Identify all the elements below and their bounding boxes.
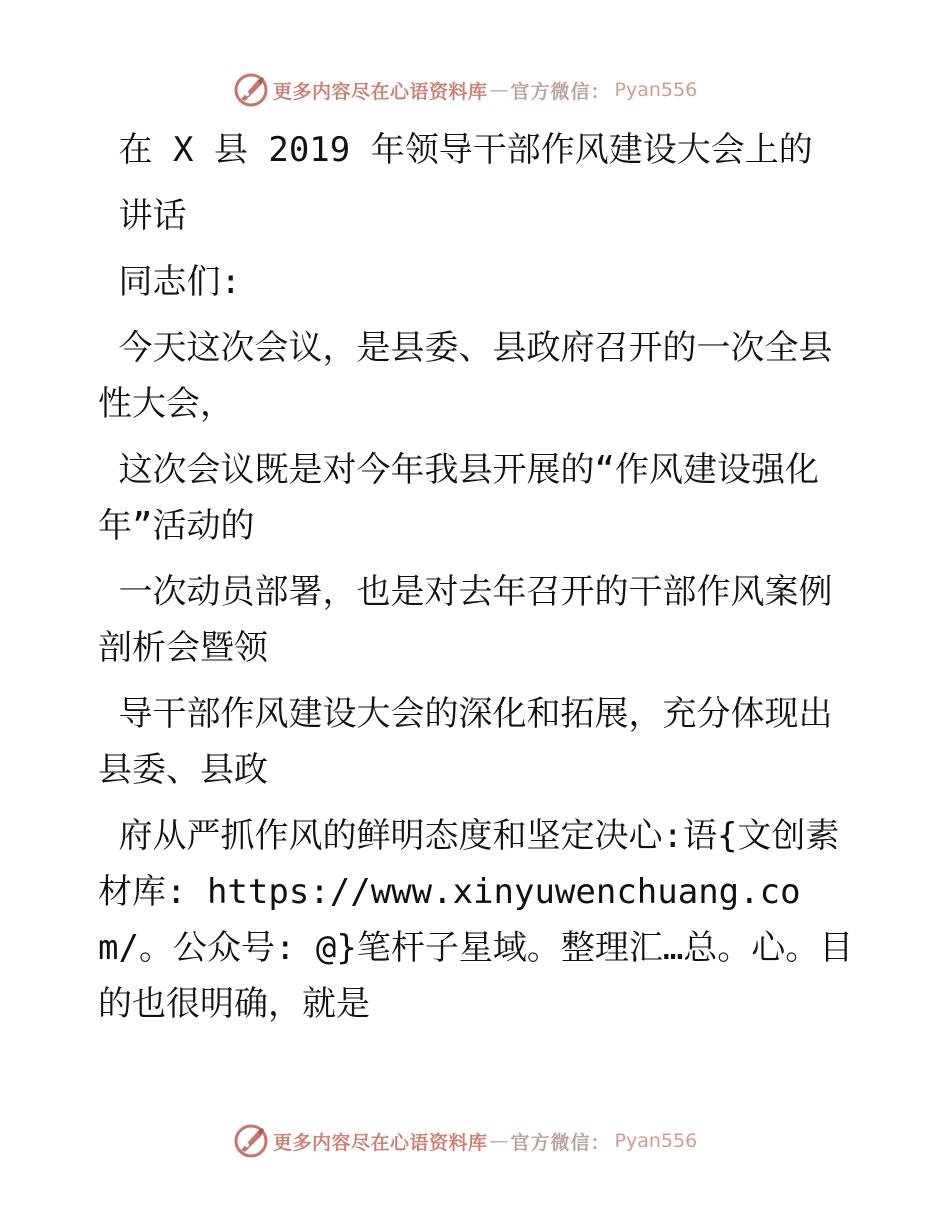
document-title-line-1: 在 X 县 2019 年领导干部作风建设大会上的 xyxy=(98,130,813,170)
watermark-wechat-label: 官方微信： xyxy=(510,80,611,103)
watermark-wechat-label: 官方微信： xyxy=(510,1131,611,1154)
watermark-slogan: 更多内容尽在心语资料库 xyxy=(273,1131,488,1154)
document-title-line-2: 讲话 xyxy=(98,196,187,236)
watermark-dash: — xyxy=(489,79,509,101)
watermark-slogan: 更多内容尽在心语资料库 xyxy=(273,80,488,103)
body-paragraph: 导干部作风建设大会的深化和拓展，充分体现出县委、县政 xyxy=(98,694,833,790)
salutation: 同志们: xyxy=(98,262,241,302)
watermark-handle: Pyan556 xyxy=(614,1130,698,1152)
header-watermark xyxy=(233,70,697,110)
footer-watermark xyxy=(233,1121,697,1161)
watermark-handle: Pyan556 xyxy=(614,79,698,101)
quill-logo-icon xyxy=(233,72,269,108)
body-paragraph: 一次动员部署，也是对去年召开的干部作风案例剖析会暨领 xyxy=(98,572,833,668)
body-paragraph: 这次会议既是对今年我县开展的“作风建设强化年”活动的 xyxy=(98,450,819,546)
body-paragraph: 今天这次会议，是县委、县政府召开的一次全县性大会， xyxy=(98,328,833,424)
quill-logo-icon xyxy=(233,1123,269,1159)
body-paragraph: 府从严抓作风的鲜明态度和坚定决心:语{文创素材库: https://www.xinyuwenchuang.com/。公众号: @}笔杆子星域。整理汇…总。心。目的也很明确，就是 xyxy=(98,816,854,1024)
document-body xyxy=(98,122,858,1042)
watermark-dash: — xyxy=(489,1130,509,1152)
